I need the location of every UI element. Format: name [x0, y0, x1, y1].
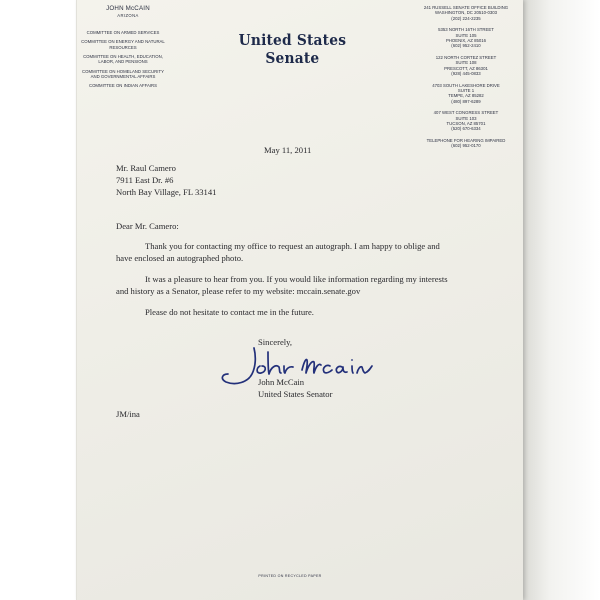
office-line: PHOENIX, AZ 85016 — [445, 37, 487, 43]
office-line: SUITE 108 — [455, 60, 477, 66]
committee-item: COMMITTEE ON HOMELAND SECURITY AND GOVERNMENTAL AFFAIRS — [82, 68, 164, 79]
committee-item: COMMITTEE ON HEALTH, EDUCATION, LABOR, AND PENSIONS — [83, 53, 163, 65]
office-line: 241 RUSSELL SENATE OFFICE BUILDING — [423, 5, 509, 10]
office-line: PRESCOTT, AZ 86301 — [444, 65, 488, 71]
office-line: (928) 445-0833 — [451, 70, 481, 76]
typist-initials: JM/ina — [116, 409, 140, 419]
office-line: SUITE 105 — [455, 32, 477, 38]
signer-name: John McCain — [258, 377, 305, 387]
office-line: 5353 NORTH 16TH STREET — [438, 27, 494, 33]
recipient-line: North Bay Village, FL 33141 — [116, 187, 217, 197]
office-line: TELEPHONE FOR HEARING IMPAIRED — [426, 138, 506, 144]
office-line: 407 WEST CONGRESS STREET — [433, 110, 499, 116]
office-line: (602) 952-2410 — [451, 43, 481, 49]
office-line: 122 NORTH CORTEZ STREET — [435, 55, 497, 61]
body-paragraph: Please do not hesitate to contact me in the future. — [145, 307, 314, 317]
office-line: 4703 SOUTH LAKESHORE DRIVE — [432, 82, 500, 88]
committee-item: COMMITTEE ON ARMED SERVICES — [86, 30, 160, 35]
closing: Sincerely, — [258, 337, 293, 347]
body-paragraph: Thank you for contacting my office to request an autograph. I am happy to oblige and have enclosed an autographed photo. — [116, 241, 440, 264]
letterhead-title: United States Senate — [238, 31, 347, 67]
signer-title: United States Senator — [258, 388, 333, 399]
body-paragraph: It was a pleasure to hear from you. If you would like information regarding my interests and history as a Senator, please refer to my website: mccain.senate.gov — [116, 274, 448, 297]
signer-block — [258, 377, 332, 400]
office-line: (520) 670-6334 — [451, 126, 481, 132]
committee-item: COMMITTEE ON INDIAN AFFAIRS — [88, 83, 158, 89]
salutation: Dear Mr. Camero: — [116, 221, 179, 231]
office-line: TEMPE, AZ 85282 — [448, 93, 484, 99]
committee-item: COMMITTEE ON ENERGY AND NATURAL RESOURCES — [81, 39, 165, 50]
office-line: TUCSON, AZ 85701 — [446, 121, 486, 127]
office-line: (602) 952-0170 — [451, 143, 481, 149]
office-line: WASHINGTON, DC 20510-0303 — [434, 10, 498, 16]
senator-name: JOHN McCAIN — [106, 5, 150, 12]
letter-date: May 11, 2011 — [264, 145, 312, 155]
recycled-paper-notice: PRINTED ON RECYCLED PAPER — [258, 574, 322, 578]
senator-state: ARIZONA — [117, 13, 139, 18]
recipient-address — [116, 162, 216, 198]
office-line: SUITE 103 — [455, 115, 477, 121]
office-line: (202) 224-2235 — [451, 15, 481, 21]
recipient-line: Mr. Raul Camero — [116, 163, 176, 173]
recipient-line: 7911 East Dr. #6 — [116, 175, 174, 185]
office-line: SUITE 1 — [457, 88, 475, 94]
office-line: (480) 897-6289 — [451, 98, 481, 104]
